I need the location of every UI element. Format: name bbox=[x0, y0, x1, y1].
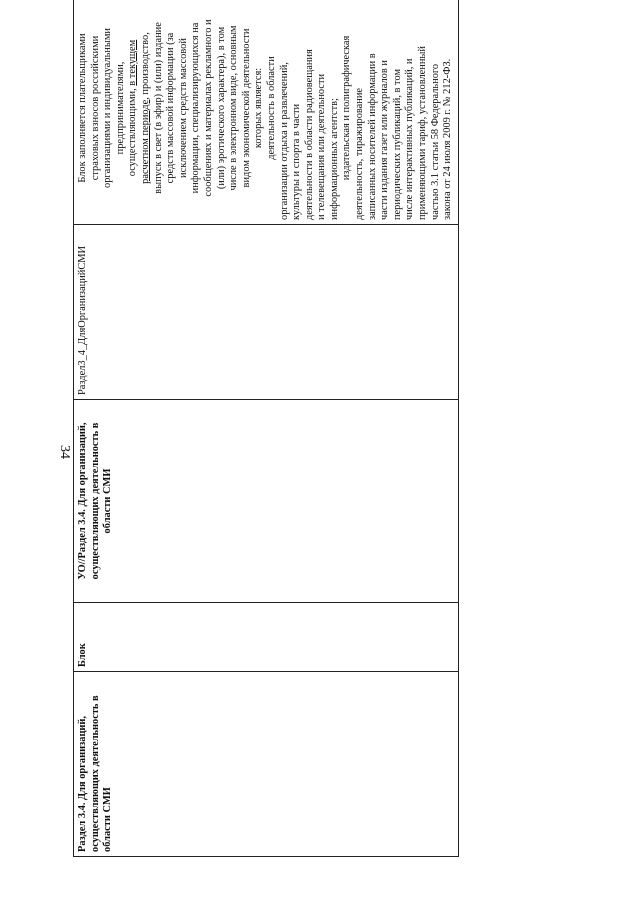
description-line bbox=[127, 0, 140, 220]
description-line: (или) эротического характера), в том bbox=[215, 26, 227, 190]
section-title-cell: Раздел 3.4. Для организаций, осуществляющих деятельность в области СМИ bbox=[74, 672, 459, 857]
description-line: записанных носителей информации в bbox=[366, 53, 378, 220]
description-cell bbox=[74, 0, 459, 225]
description-line: издательская и полиграфическая bbox=[341, 35, 353, 181]
description-line: частью 3.1 статьи 58 Федерального bbox=[429, 63, 441, 220]
description-line: организации отдыха и развлечений, bbox=[278, 62, 290, 220]
description-line: организациями и индивидуальными bbox=[102, 28, 114, 188]
description-line: деятельность в области bbox=[265, 56, 277, 160]
description-fragment: осуществляющими, bbox=[127, 85, 139, 177]
description-line: информации, специализирующихся на bbox=[190, 22, 202, 194]
system-name-cell: Раздел3_4_ДляОрганизацийСМИ bbox=[74, 225, 459, 400]
form-reference-cell: УО//Раздел 3.4. Для организаций, осуществляющих деятельность в области СМИ bbox=[74, 400, 459, 603]
description-line: видом экономической деятельности bbox=[240, 28, 252, 188]
description-line: применяющими тариф, установленный bbox=[417, 46, 429, 220]
rotated-table-container bbox=[73, 19, 454, 857]
description-line: числе интерактивных публикаций, и bbox=[404, 58, 416, 220]
description-line: закона от 24 июля 2009 г. № 212-ФЗ. bbox=[442, 58, 454, 220]
description-line: которых является: bbox=[253, 67, 265, 149]
description-line: предпринимателями, bbox=[114, 61, 126, 155]
description-line: информационных агентств; bbox=[328, 98, 340, 220]
description-line: исключением средств массовой bbox=[177, 38, 189, 178]
page-number: 34 bbox=[57, 445, 72, 459]
description-line: периодических публикаций, в том bbox=[391, 68, 403, 220]
description-line: страховых взносов российскими bbox=[89, 35, 101, 181]
description-line: части издания газет или журналов и bbox=[379, 60, 391, 220]
description-line: деятельности в области радиовещания bbox=[303, 49, 315, 220]
underlined-fragment: в текущем bbox=[127, 39, 139, 86]
description-line: Блок заполняется плательщиками bbox=[77, 33, 88, 183]
description-fragment: , производство, bbox=[139, 32, 151, 100]
description-line: выпуск в свет (в эфир) и (или) издание bbox=[152, 22, 164, 194]
description-line: и телевещания или деятельности bbox=[316, 73, 328, 220]
table-row bbox=[74, 0, 459, 857]
description-line: числе в электронном виде, основным bbox=[228, 25, 240, 191]
underlined-fragment: расчетном периоде bbox=[139, 99, 151, 184]
description-line bbox=[140, 0, 153, 220]
description-line: культуры и спорта в части bbox=[291, 103, 303, 220]
block-label-cell: Блок bbox=[74, 603, 459, 672]
document-table bbox=[73, 0, 459, 857]
description-line: сообщениях и материалах рекламного и bbox=[202, 19, 214, 197]
description-line: средств массовой информации (за bbox=[165, 32, 177, 184]
description-line: деятельность, тиражирование bbox=[354, 87, 366, 220]
